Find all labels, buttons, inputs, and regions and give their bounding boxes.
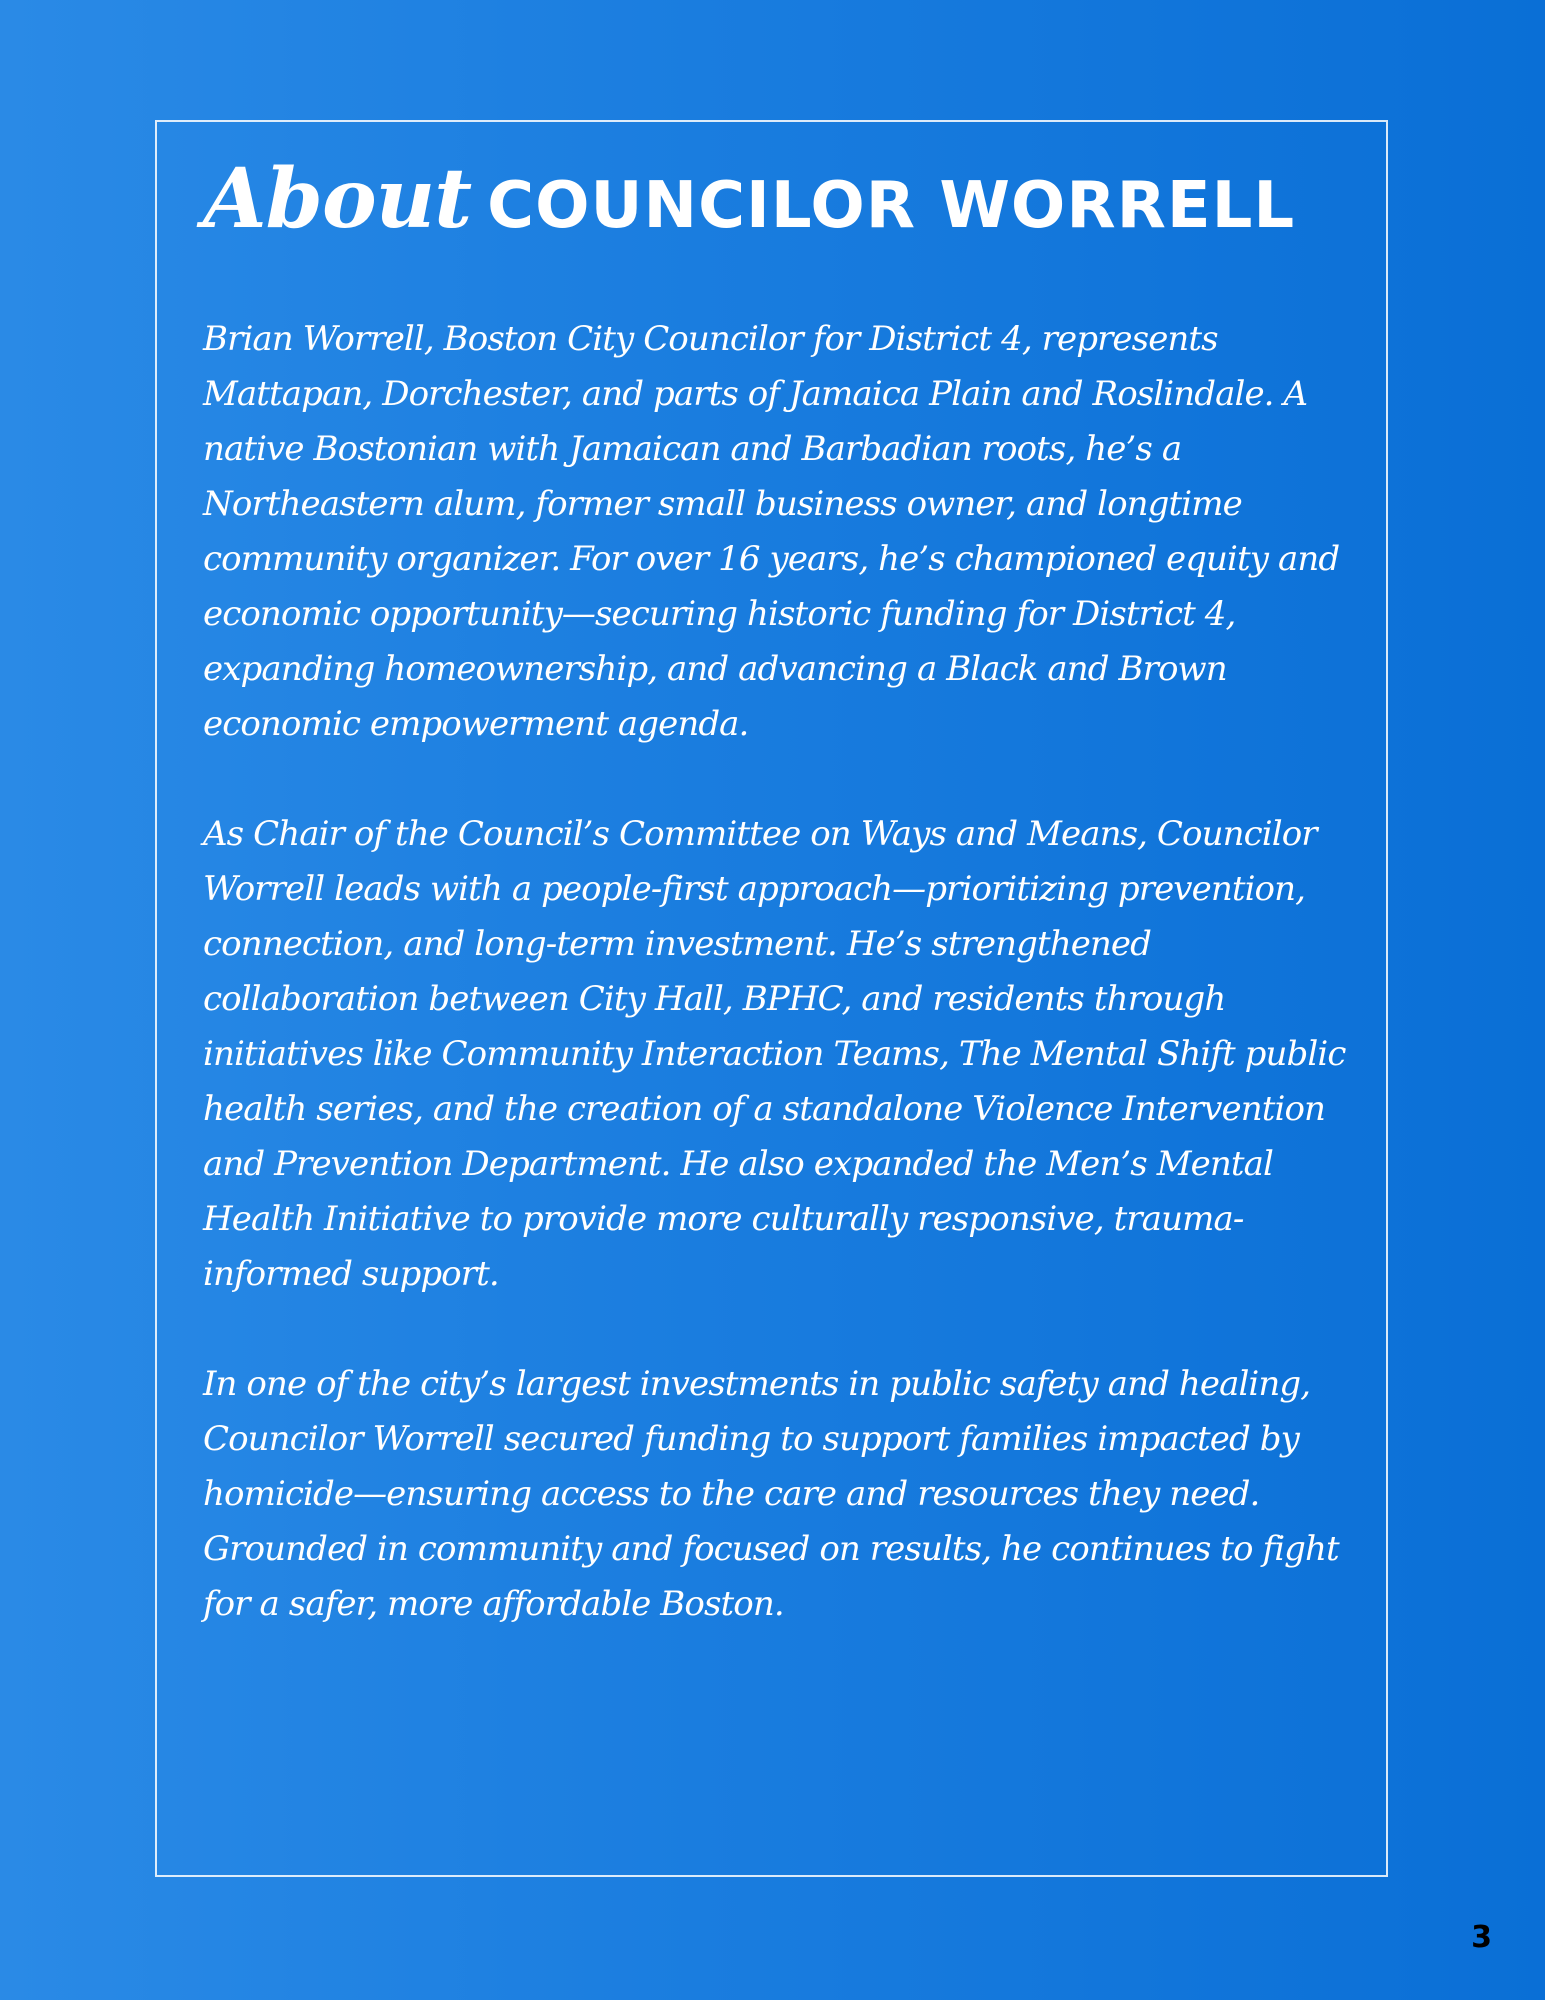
page-title: [203, 151, 1296, 247]
bio-paragraph-2: As Chair of the Council’s Committee on Ways and Means, Councilor Worrell leads with a people-first approach—prioritizing prevention, connection, and long-term investment. He’s strengthened collaboration between City Hall, BPHC, and residents through initiatives like Community Interaction Teams, The Mental Shift public health series, and the creation of a standalone Violence Intervention and Prevention Department. He also expanded the Men’s Mental Health Initiative to provide more culturally responsive, trauma-informed support.: [203, 814, 1346, 1294]
content-frame: [155, 120, 1388, 1877]
page-number: 3: [1471, 1920, 1492, 1955]
bio-paragraph-1: Brian Worrell, Boston City Councilor for District 4, represents Mattapan, Dorchester, and parts of Jamaica Plain and Roslindale. A native Bostonian with Jamaican and Barbadian roots, he’s a Northeastern alum, former small business owner, and longtime community organizer. For over 16 years, he’s championed equity and economic opportunity—securing historic funding for District 4, expanding homeownership, and advancing a Black and Brown economic empowerment agenda.: [203, 319, 1340, 744]
title-about: About: [203, 151, 472, 247]
bio-text: [203, 312, 1363, 1687]
title-name: COUNCILOR WORRELL: [487, 169, 1296, 243]
bio-paragraph-3: In one of the city’s largest investments in public safety and healing, Councilor Worrell secured funding to support families impacted by homicide—ensuring access to the care and resources they need. Grounded in community and focused on results, he continues to fight for a safer, more affordable Boston.: [203, 1364, 1339, 1624]
